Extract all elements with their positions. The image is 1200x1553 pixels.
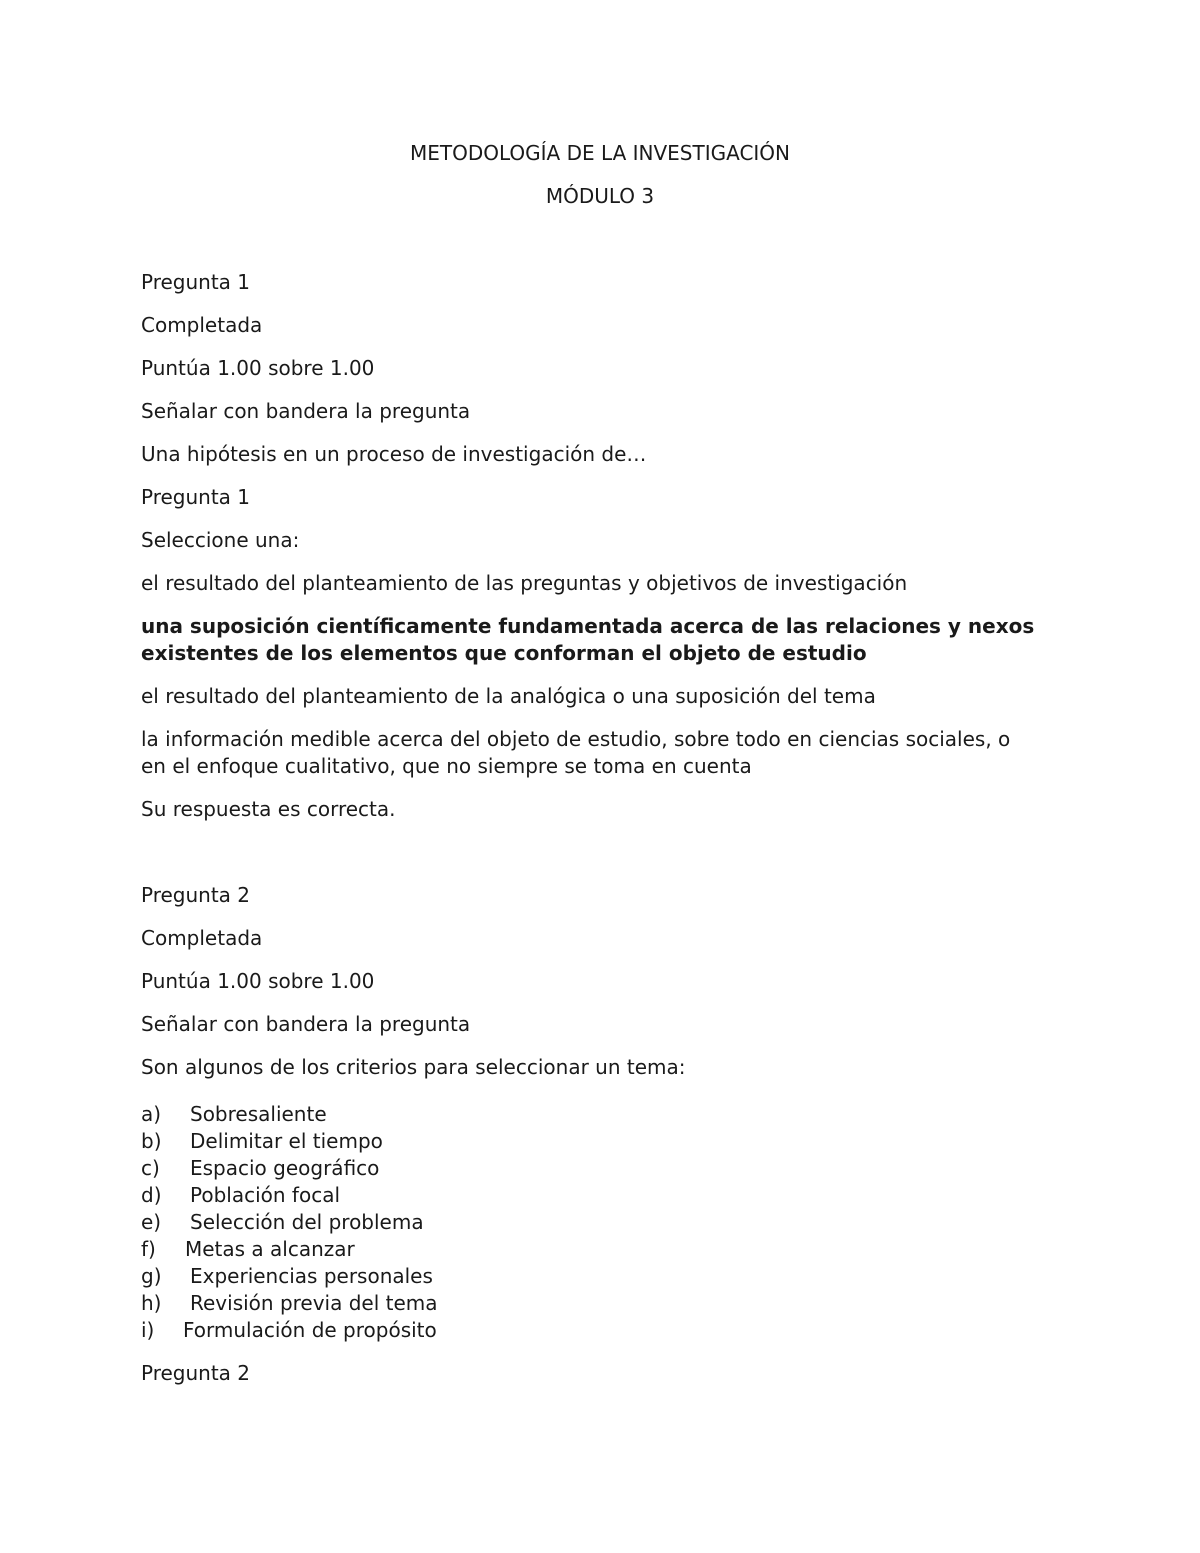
list-item-text: Población focal: [190, 1183, 340, 1207]
q1-option-1: el resultado del planteamiento de las preguntas y objetivos de investigación: [141, 571, 908, 595]
q1-label-repeat: Pregunta 1: [141, 485, 251, 509]
list-item-letter: d): [141, 1183, 162, 1207]
q2-score: Puntúa 1.00 sobre 1.00: [141, 969, 375, 993]
list-item-letter: b): [141, 1129, 162, 1153]
q2-status: Completada: [141, 926, 263, 950]
list-item-letter: c): [141, 1156, 160, 1180]
list-item: [141, 1236, 1041, 1263]
q1-status: Completada: [141, 313, 263, 337]
list-item-text: Sobresaliente: [190, 1102, 327, 1126]
list-item-text: Delimitar el tiempo: [190, 1129, 383, 1153]
list-item-letter: e): [141, 1210, 162, 1234]
list-item-text: Revisión previa del tema: [190, 1291, 438, 1315]
q1-option-2-selected: una suposición científicamente fundamentada acerca de las relaciones y nexos existentes de los elementos que conforman el objeto de estudio: [141, 614, 1035, 665]
q2-flag: Señalar con bandera la pregunta: [141, 1012, 471, 1036]
document-subtitle: MÓDULO 3: [545, 184, 655, 208]
list-item: [141, 1128, 1041, 1155]
q1-option-4: la información medible acerca del objeto de estudio, sobre todo en ciencias sociales, o en el enfoque cualitativo, que no siempre se toma en cuenta: [141, 727, 1011, 778]
list-item: [141, 1101, 1041, 1128]
list-item: [141, 1209, 1041, 1236]
document-body: [141, 138, 1041, 1403]
list-item-letter: g): [141, 1264, 162, 1288]
q1-flag: Señalar con bandera la pregunta: [141, 399, 471, 423]
q1-score: Puntúa 1.00 sobre 1.00: [141, 356, 375, 380]
list-item: [141, 1182, 1041, 1209]
list-item: [141, 1263, 1041, 1290]
list-item-text: Metas a alcanzar: [185, 1237, 355, 1261]
q1-select-prompt: Seleccione una:: [141, 528, 300, 552]
document-title: METODOLOGÍA DE LA INVESTIGACIÓN: [409, 141, 791, 165]
section-spacer: [141, 839, 1041, 882]
q2-label-repeat: Pregunta 2: [141, 1361, 251, 1385]
list-item-letter: h): [141, 1291, 162, 1315]
q2-text: Son algunos de los criterios para seleccionar un tema:: [141, 1055, 686, 1079]
q1-feedback: Su respuesta es correcta.: [141, 797, 396, 821]
list-item-letter: i): [141, 1318, 155, 1342]
q2-criteria-list: [141, 1101, 1041, 1344]
q1-option-3: el resultado del planteamiento de la analógica o una suposición del tema: [141, 684, 876, 708]
list-item-text: Espacio geográfico: [190, 1156, 380, 1180]
list-item: [141, 1317, 1041, 1344]
q1-text: Una hipótesis en un proceso de investigación de…: [141, 442, 647, 466]
q1-label: Pregunta 1: [141, 270, 251, 294]
list-item-text: Selección del problema: [190, 1210, 424, 1234]
list-item-letter: f): [141, 1237, 156, 1261]
list-item: [141, 1290, 1041, 1317]
list-item-text: Experiencias personales: [190, 1264, 433, 1288]
list-item: [141, 1155, 1041, 1182]
q2-label: Pregunta 2: [141, 883, 251, 907]
list-item-text: Formulación de propósito: [183, 1318, 437, 1342]
list-item-letter: a): [141, 1102, 162, 1126]
